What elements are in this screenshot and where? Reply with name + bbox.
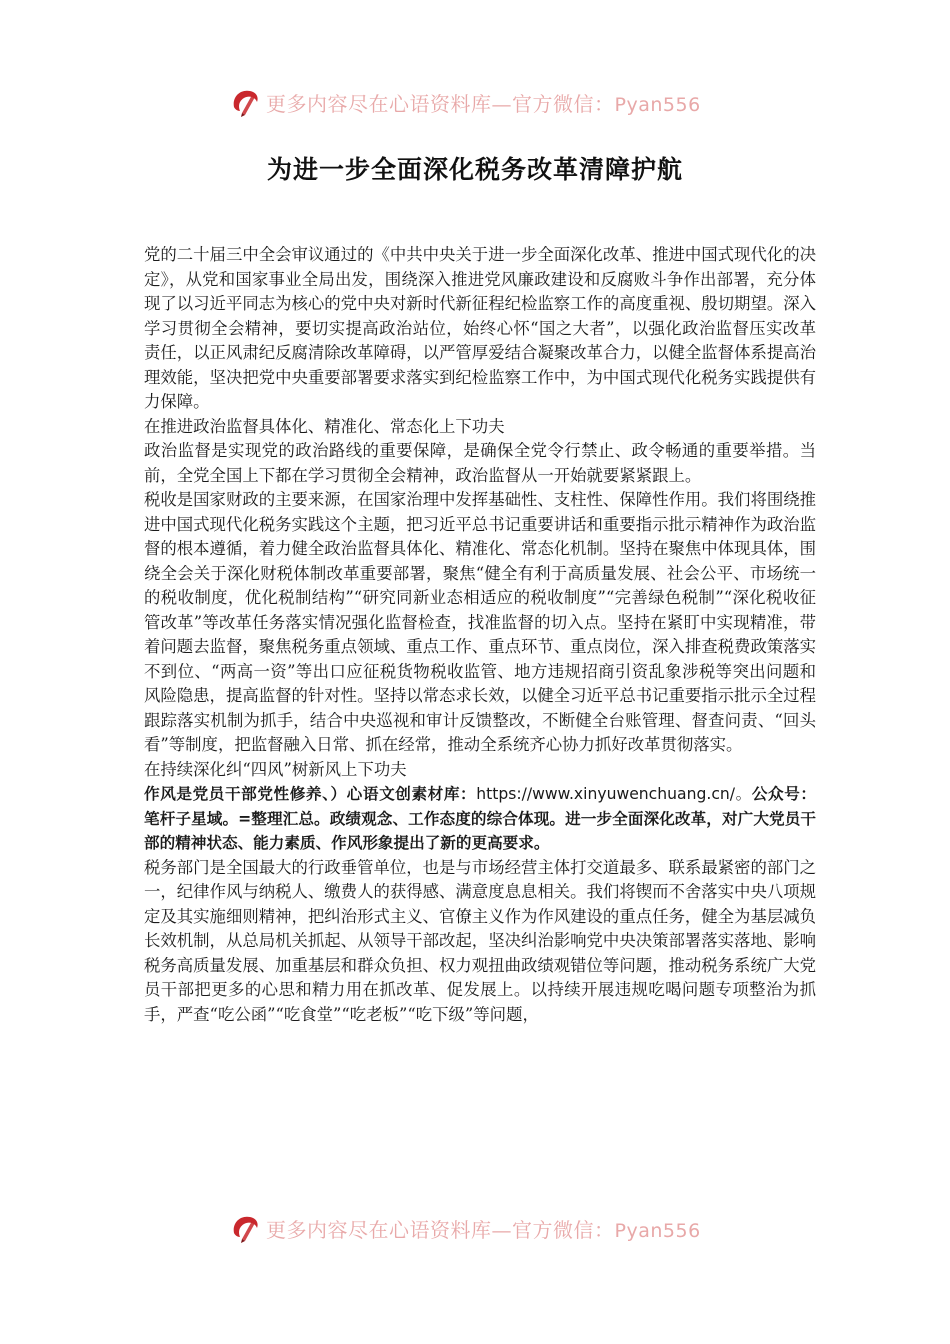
body-paragraph: 税务部门是全国最大的行政垂管单位，也是与市场经营主体打交道最多、联系最紧密的部门之一，纪律作风与纳税人、缴费人的获得感、满意度息息相关。我们将锲而不舍落实中央八项规定及其实施细则精神，把纠治形式主义、官僚主义作为作风建设的重点任务，健全为基层减负长效机制，从总局机关抓起、从领导干部改起，坚决纠治影响党中央决策部署落实落地、影响税务高质量发展、加重基层和群众负担、权力观扭曲政绩观错位等问题，推动税务系统广大党员干部把更多的心思和精力用在抓改革、促发展上。以持续开展违规吃喝问题专项整治为抓手，严查“吃公函”“吃食堂”“吃老板”“吃下级”等问题， (144, 857, 817, 1024)
section-heading-2: 在持续深化纠“四风”树新风上下功夫 (144, 759, 407, 779)
banner-text: 更多内容尽在心语资料库—官方微信：Pyan556 (266, 1217, 701, 1242)
footer-banner (0, 1208, 950, 1248)
pen-logo-icon (228, 85, 262, 119)
source-url: https://www.xinyuwenchuang.cn/。 (476, 785, 752, 803)
header-banner (0, 82, 950, 122)
section-heading-1: 在推进政治监督具体化、精准化、常态化上下功夫 (144, 416, 505, 436)
document-body (144, 243, 816, 1027)
document-title: 为进一步全面深化税务改革清障护航 (266, 155, 683, 184)
pen-logo-icon (228, 1211, 262, 1245)
bold-paragraph: 作风是党员干部党性修养、）心语文创素材库：https://www.xinyuwenchuang.cn/。公众号：笔杆子星域。=整理汇总。政绩观念、工作态度的综合体现。进一步全面深化改革，对广大党员干部的精神状态、能力素质、作风形象提出了新的更高要求。 (144, 785, 816, 852)
intro-paragraph: 党的二十届三中全会审议通过的《中共中央关于进一步全面深化改革、推进中国式现代化的决定》，从党和国家事业全局出发，围绕深入推进党风廉政建设和反腐败斗争作出部署，充分体现了以习近平同志为核心的党中央对新时代新征程纪检监察工作的高度重视、殷切期望。深入学习贯彻全会精神，要切实提高政治站位，始终心怀“国之大者”，以强化政治监督压实改革责任，以正风肃纪反腐清除改革障碍，以严管厚爱结合凝聚改革合力，以健全监督体系提高治理效能，坚决把党中央重要部署要求落实到纪检监察工作中，为中国式现代化税务实践提供有力保障。 (144, 245, 817, 411)
body-paragraph: 政治监督是实现党的政治路线的重要保障，是确保全党令行禁止、政令畅通的重要举措。当前，全党全国上下都在学习贯彻全会精神，政治监督从一开始就要紧紧跟上。 (144, 441, 816, 485)
body-paragraph: 税收是国家财政的主要来源，在国家治理中发挥基础性、支柱性、保障性作用。我们将围绕推进中国式现代化税务实践这个主题，把习近平总书记重要讲话和重要指示批示精神作为政治监督的根本遵循，着力健全政治监督具体化、精准化、常态化机制。坚持在聚焦中体现具体，围绕全会关于深化财税体制改革重要部署，聚焦“健全有利于高质量发展、社会公平、市场统一的税收制度，优化税制结构”“研究同新业态相适应的税收制度”“完善绿色税制”“深化税收征管改革”等改革任务落实情况强化监督检查，找准监督的切入点。坚持在紧盯中实现精准，带着问题去监督，聚焦税务重点领域、重点工作、重点环节、重点岗位，深入排查税费政策落实不到位、“两高一资”等出口应征税货物税收监管、地方违规招商引资乱象涉税等突出问题和风险隐患，提高监督的针对性。坚持以常态求长效，以健全习近平总书记重要指示批示全过程跟踪落实机制为抓手，结合中央巡视和审计反馈整改，不断健全台账管理、督查问责、“回头看”等制度，把监督融入日常、抓在经常，推动全系统齐心协力抓好改革贯彻落实。 (144, 490, 817, 754)
banner-text: 更多内容尽在心语资料库—官方微信：Pyan556 (266, 91, 701, 116)
